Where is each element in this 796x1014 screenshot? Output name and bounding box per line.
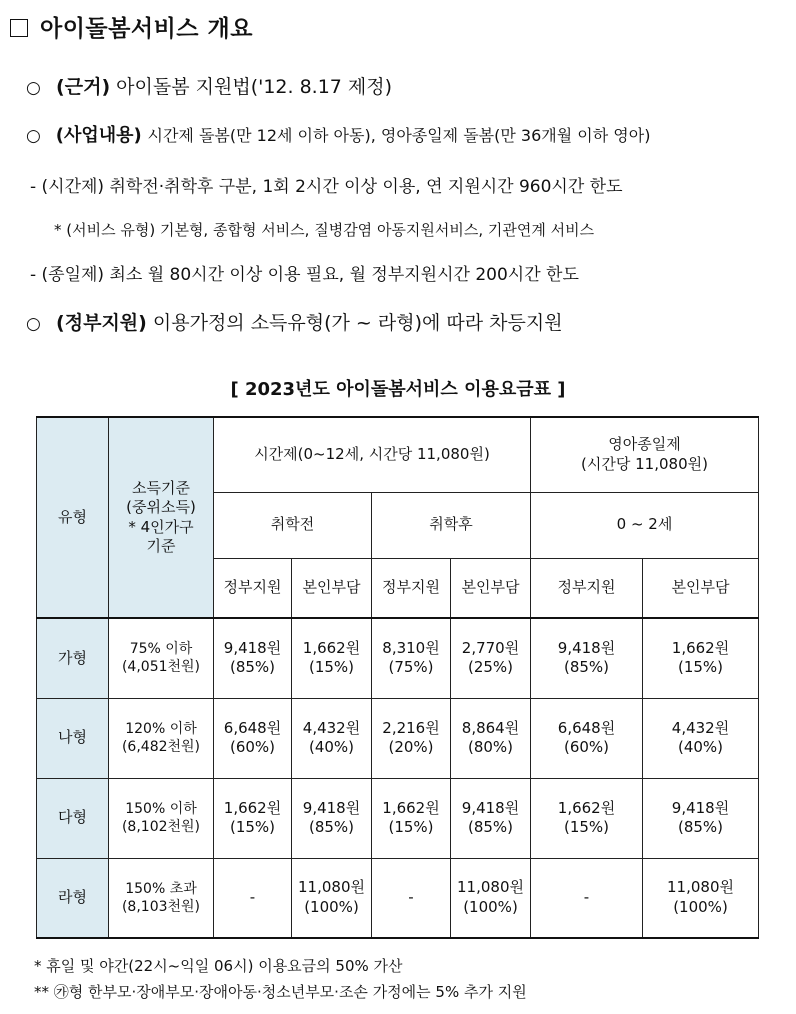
footnote-1: * 휴일 및 야간(22시~익일 06시) 이용요금의 50% 가산 <box>34 957 403 975</box>
checkbox-square-icon <box>10 19 28 37</box>
header-school: 취학후 <box>372 492 531 558</box>
header-gov: 정부지원 <box>372 558 451 618</box>
bullet-content <box>26 121 650 147</box>
cell-gov-support: 9,418원 (85%) <box>531 618 643 698</box>
cell-self-pay: 2,770원 (25%) <box>451 618 531 698</box>
fee-table <box>36 416 759 939</box>
bullet-label: (사업내용) <box>55 125 142 146</box>
table-row <box>37 618 759 698</box>
row-income: 75% 이하 (4,051천원) <box>109 618 214 698</box>
bullet-label: (근거) <box>56 76 111 98</box>
footnote-2: ** ㉮형 한부모·장애부모·장애아동·청소년부모·조손 가정에는 5% 추가 지원 <box>34 983 527 1001</box>
circle-bullet-icon: ○ <box>26 314 41 334</box>
bullet-gov <box>26 308 563 335</box>
cell-gov-support: 1,662원 (15%) <box>214 778 292 858</box>
cell-gov-support: 1,662원 (15%) <box>372 778 451 858</box>
cell-self-pay: 11,080원 (100%) <box>292 858 372 938</box>
cell-gov-support: 9,418원 (85%) <box>214 618 292 698</box>
heading-text: 아이돌봄서비스 개요 <box>40 16 253 42</box>
cell-gov-support: - <box>214 858 292 938</box>
header-age: 0 ~ 2세 <box>531 492 759 558</box>
header-preschool: 취학전 <box>214 492 372 558</box>
cell-gov-support: 8,310원 (75%) <box>372 618 451 698</box>
cell-gov-support: 6,648원 (60%) <box>531 698 643 778</box>
header-income: 소득기준 (중위소득) * 4인가구 기준 <box>109 417 214 618</box>
header-self: 본인부담 <box>292 558 372 618</box>
sub-hourly: - (시간제) 취학전·취학후 구분, 1회 2시간 이상 이용, 연 지원시간 960시간 한도 <box>30 177 623 197</box>
note-service-types: * (서비스 유형) 기본형, 종합형 서비스, 질병감염 아동지원서비스, 기관연계 서비스 <box>54 221 595 239</box>
header-hourly: 시간제(0~12세, 시간당 11,080원) <box>214 417 531 492</box>
cell-self-pay: 9,418원 (85%) <box>643 778 759 858</box>
header-gov: 정부지원 <box>214 558 292 618</box>
table-title: [ 2023년도 아이돌봄서비스 이용요금표 ] <box>230 379 566 400</box>
bullet-text: 이용가정의 소득유형(가 ~ 라형)에 따라 차등지원 <box>152 312 563 334</box>
row-income: 120% 이하 (6,482천원) <box>109 698 214 778</box>
table-row <box>37 858 759 938</box>
row-type: 가형 <box>37 618 109 698</box>
cell-self-pay: 9,418원 (85%) <box>451 778 531 858</box>
row-income: 150% 이하 (8,102천원) <box>109 778 214 858</box>
header-self: 본인부담 <box>451 558 531 618</box>
circle-bullet-icon: ○ <box>26 126 41 146</box>
cell-self-pay: 1,662원 (15%) <box>292 618 372 698</box>
cell-gov-support: 6,648원 (60%) <box>214 698 292 778</box>
row-type: 나형 <box>37 698 109 778</box>
header-self: 본인부담 <box>643 558 759 618</box>
section-heading <box>10 10 253 43</box>
cell-self-pay: 4,432원 (40%) <box>292 698 372 778</box>
sub-fullday: - (종일제) 최소 월 80시간 이상 이용 필요, 월 정부지원시간 200시간 한도 <box>30 265 579 285</box>
bullet-text: 시간제 돌봄(만 12세 이하 아동), 영아종일제 돌봄(만 36개월 이하 영아) <box>147 126 651 145</box>
header-gov: 정부지원 <box>531 558 643 618</box>
cell-self-pay: 1,662원 (15%) <box>643 618 759 698</box>
cell-self-pay: 8,864원 (80%) <box>451 698 531 778</box>
table-row <box>37 778 759 858</box>
row-type: 다형 <box>37 778 109 858</box>
cell-gov-support: 1,662원 (15%) <box>531 778 643 858</box>
bullet-text: 아이돌봄 지원법('12. 8.17 제정) <box>116 76 393 98</box>
bullet-label: (정부지원) <box>56 312 147 334</box>
bullet-basis <box>26 72 392 99</box>
row-type: 라형 <box>37 858 109 938</box>
cell-self-pay: 11,080원 (100%) <box>451 858 531 938</box>
cell-gov-support: 2,216원 (20%) <box>372 698 451 778</box>
cell-self-pay: 9,418원 (85%) <box>292 778 372 858</box>
cell-self-pay: 11,080원 (100%) <box>643 858 759 938</box>
cell-gov-support: - <box>372 858 451 938</box>
header-type: 유형 <box>37 417 109 618</box>
row-income: 150% 초과 (8,103천원) <box>109 858 214 938</box>
table-row <box>37 698 759 778</box>
circle-bullet-icon: ○ <box>26 78 41 98</box>
header-fullday: 영아종일제 (시간당 11,080원) <box>531 417 759 492</box>
cell-self-pay: 4,432원 (40%) <box>643 698 759 778</box>
cell-gov-support: - <box>531 858 643 938</box>
